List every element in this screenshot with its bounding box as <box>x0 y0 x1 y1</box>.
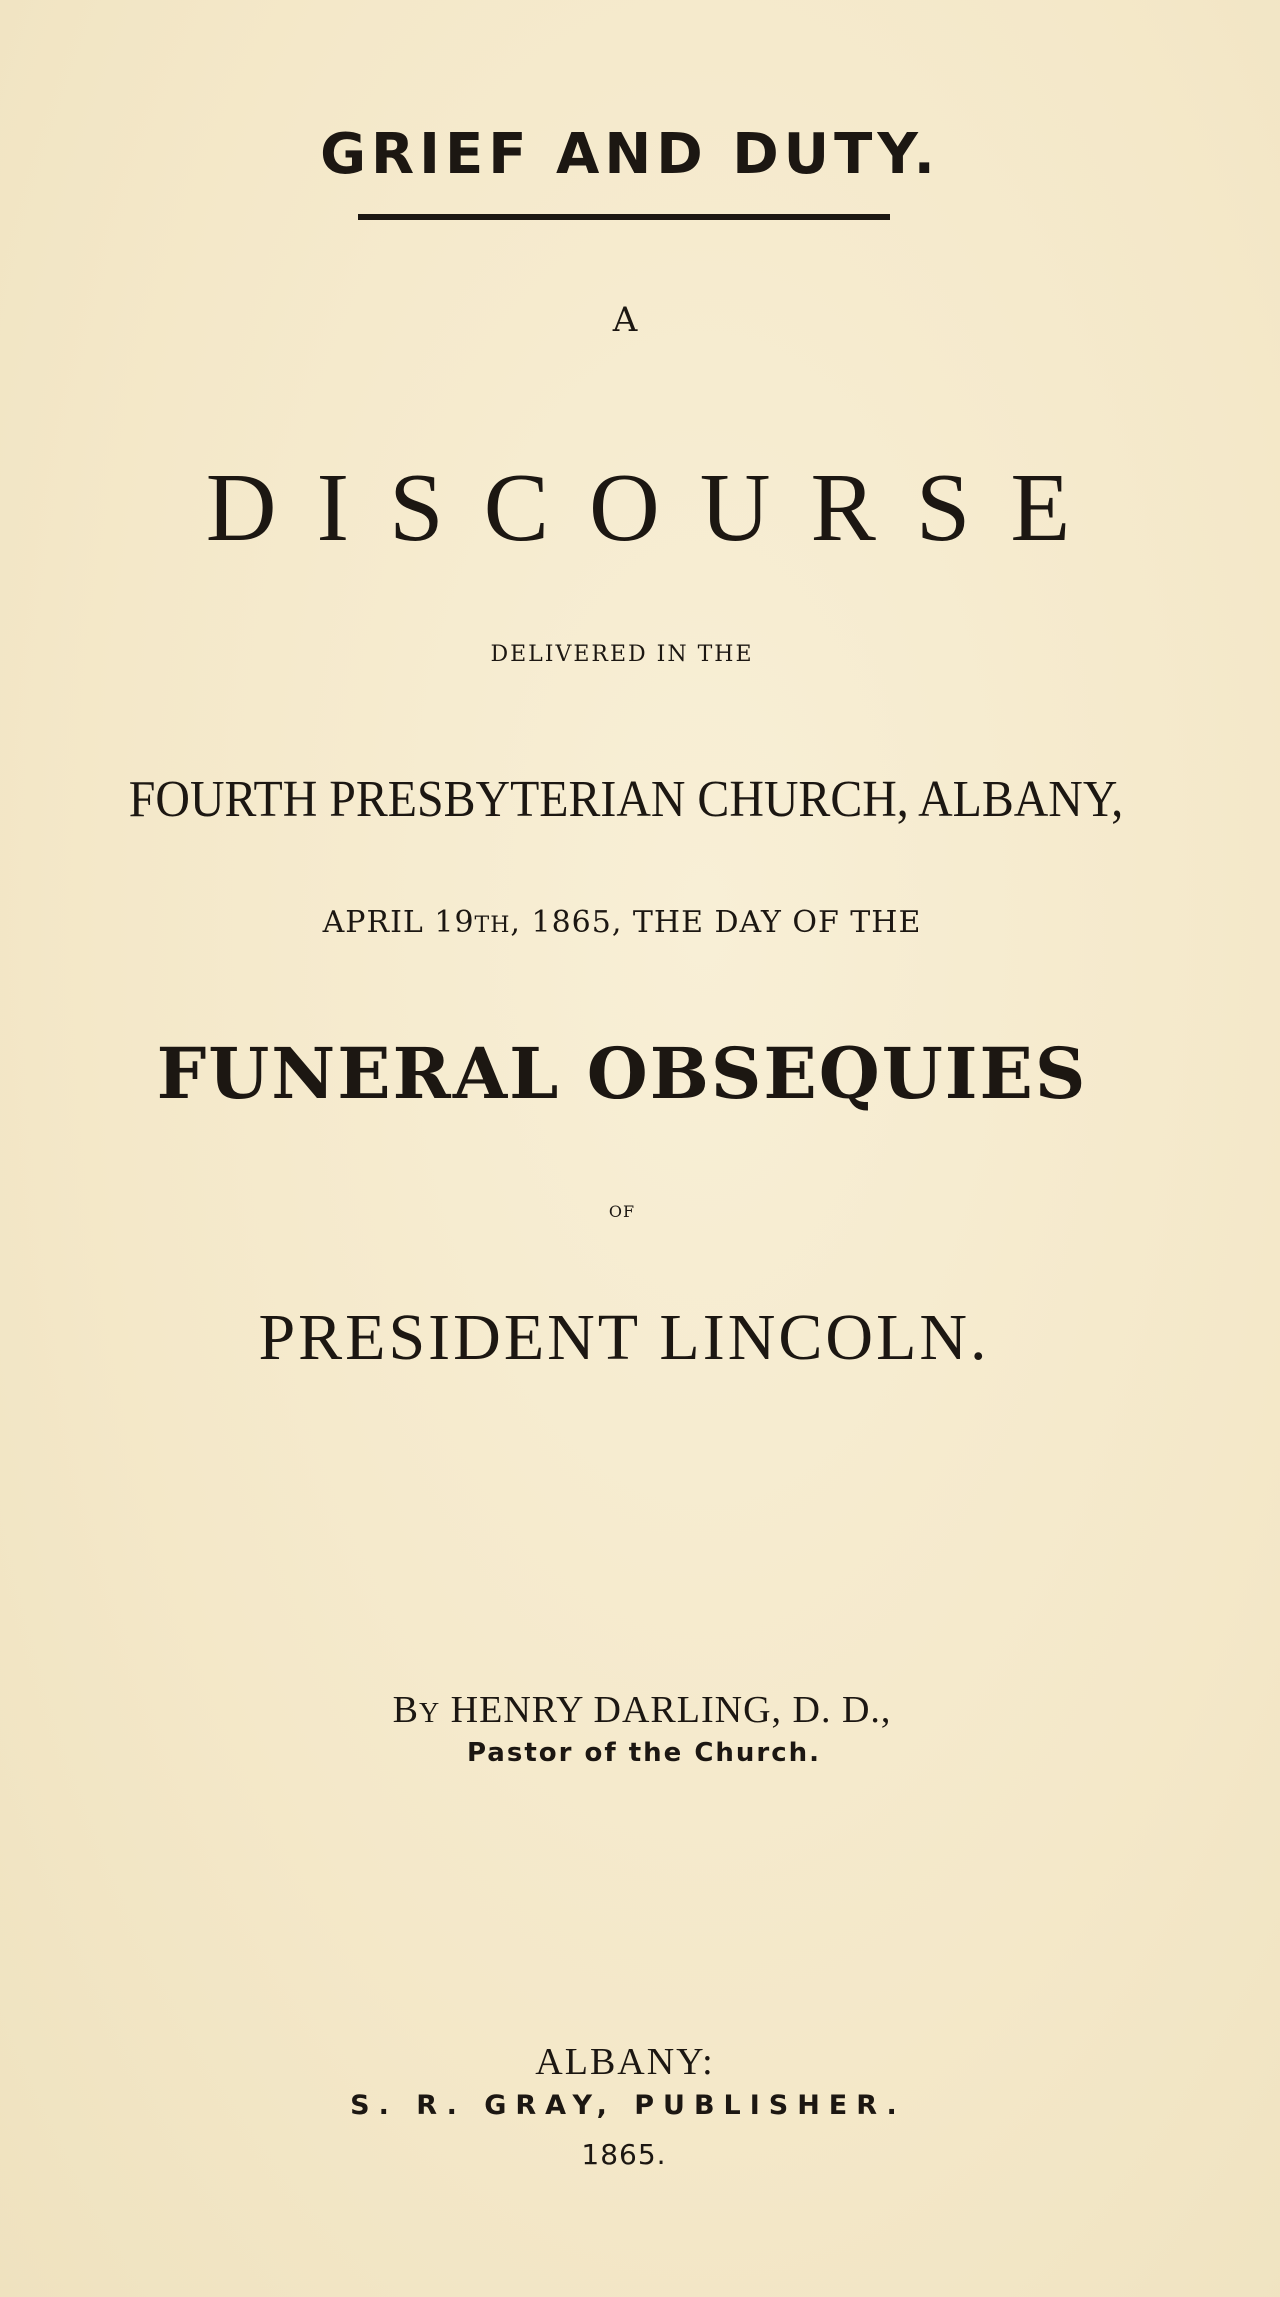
author-by-initial: B <box>392 1689 419 1731</box>
date-suffix: TH <box>474 913 511 938</box>
date-rest: , 1865, THE DAY OF THE <box>510 905 922 940</box>
author-role: Pastor of the Church. <box>466 1738 822 1768</box>
of-line: OF <box>608 1202 636 1221</box>
funeral-obsequies-heading: FUNERAL OBSEQUIES <box>156 1032 1088 1115</box>
discourse-heading: DISCOURSE <box>205 454 1111 562</box>
author-by-rest: Y <box>418 1698 441 1729</box>
publication-year: 1865. <box>581 2138 667 2171</box>
author-line <box>2 1688 1280 1732</box>
church-name: FOURTH PRESBYTERIAN CHURCH, ALBANY, <box>128 771 1124 828</box>
date-prefix: APRIL 19 <box>322 905 475 940</box>
president-lincoln-heading: PRESIDENT LINCOLN. <box>258 1301 990 1374</box>
date-line <box>0 905 1262 940</box>
author-name: HENRY DARLING, D. D., <box>440 1689 892 1731</box>
delivered-in-line: DELIVERED IN THE <box>490 642 754 667</box>
publisher-line: S. R. GRAY, PUBLISHER. <box>350 2090 906 2121</box>
title-rule <box>358 214 890 220</box>
article-a: A <box>612 300 638 340</box>
main-title: GRIEF AND DUTY. <box>320 122 940 187</box>
publication-place: ALBANY: <box>535 2041 715 2083</box>
